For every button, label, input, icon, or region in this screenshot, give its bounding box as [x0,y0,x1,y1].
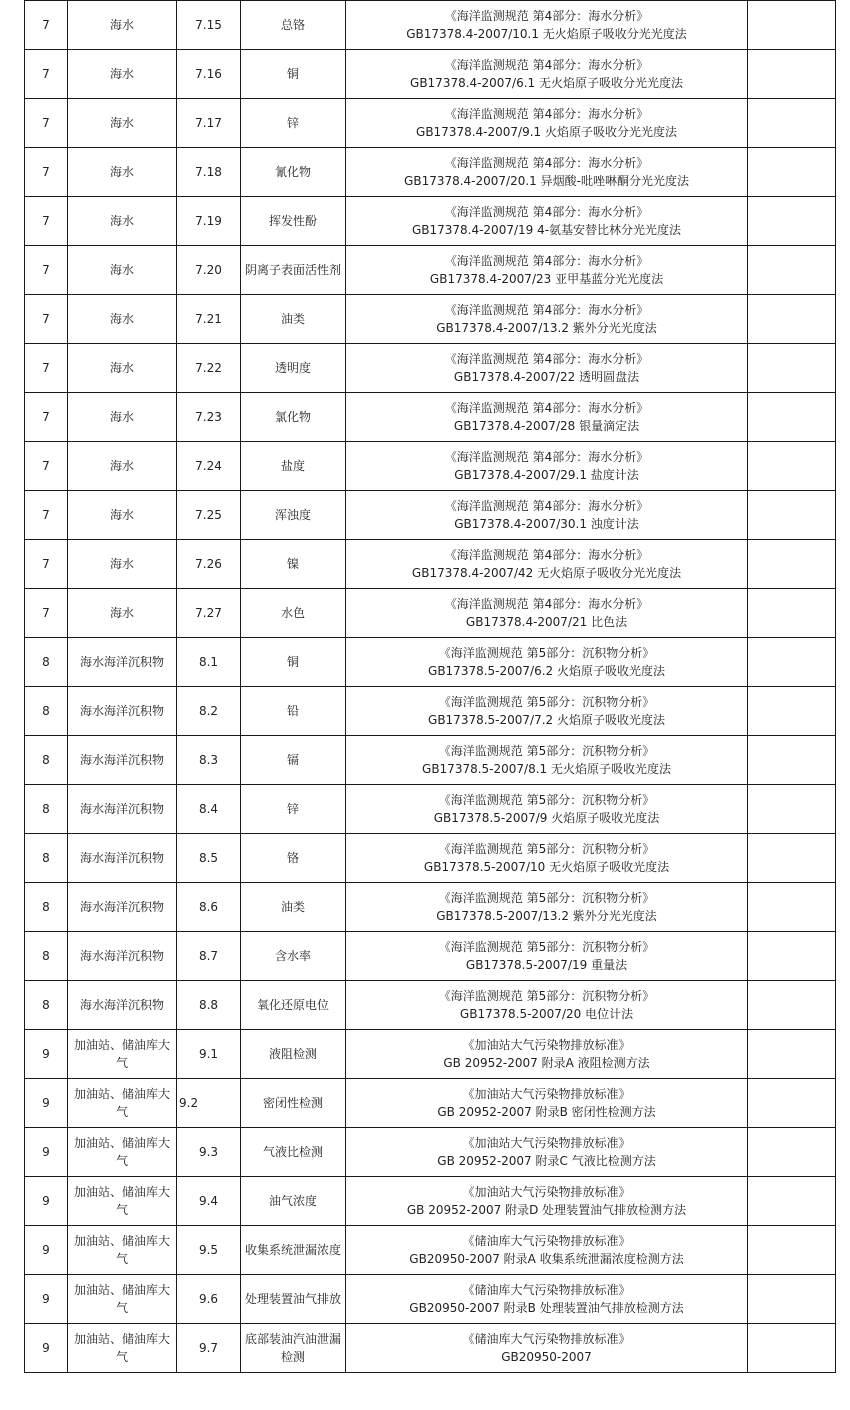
standard-title: 《加油站大气污染物排放标准》 [462,1136,631,1150]
note-cell [748,589,836,638]
note-cell [748,50,836,99]
sample-type-cell: 海水海洋沉积物 [68,785,177,834]
method-standard-cell [346,246,748,295]
standard-clause: GB17378.4-2007/19 4-氨基安替比林分光光度法 [411,223,682,237]
standard-title: 《储油库大气污染物排放标准》 [462,1332,631,1346]
table-row [25,981,836,1030]
category-number-cell: 7 [25,148,68,197]
test-item-cell: 铅 [241,687,346,736]
method-standard-cell [346,344,748,393]
category-number-cell: 8 [25,981,68,1030]
method-standard-cell [346,1,748,50]
standard-clause: GB17378.4-2007/10.1 无火焰原子吸收分光光度法 [406,27,687,41]
note-cell [748,1128,836,1177]
note-cell [748,687,836,736]
table-row [25,393,836,442]
table-row [25,1324,836,1373]
note-cell [748,491,836,540]
method-standard-cell [346,540,748,589]
standard-clause: GB17378.4-2007/21 比色法 [465,615,628,629]
method-standard-cell [346,1128,748,1177]
standard-clause: GB17378.5-2007/7.2 火焰原子吸收光度法 [428,713,665,727]
table-row [25,1226,836,1275]
test-item-cell: 底部装油汽油泄漏检测 [241,1324,346,1373]
test-item-cell: 油类 [241,295,346,344]
test-item-cell: 阴离子表面活性剂 [241,246,346,295]
method-standard-cell [346,50,748,99]
category-number-cell: 8 [25,736,68,785]
note-cell [748,246,836,295]
standard-title: 《海洋监测规范 第5部分：沉积物分析》 [438,793,655,807]
method-standard-cell [346,981,748,1030]
sample-type-cell: 海水 [68,1,177,50]
category-number-cell: 8 [25,834,68,883]
standard-title: 《海洋监测规范 第4部分：海水分析》 [444,401,649,415]
item-code-cell: 8.7 [177,932,241,981]
note-cell [748,99,836,148]
table-row [25,344,836,393]
sample-type-cell: 海水海洋沉积物 [68,981,177,1030]
item-code-cell: 9.5 [177,1226,241,1275]
test-item-cell: 透明度 [241,344,346,393]
category-number-cell: 7 [25,491,68,540]
category-number-cell: 9 [25,1177,68,1226]
item-code-cell: 9.1 [177,1030,241,1079]
standard-title: 《海洋监测规范 第4部分：海水分析》 [444,303,649,317]
standard-title: 《加油站大气污染物排放标准》 [462,1087,631,1101]
sample-type-cell: 加油站、储油库大气 [68,1226,177,1275]
sample-type-cell: 海水 [68,491,177,540]
table-row [25,442,836,491]
standard-title: 《海洋监测规范 第4部分：海水分析》 [444,9,649,23]
standard-clause: GB20950-2007 附录A 收集系统泄漏浓度检测方法 [409,1252,684,1266]
table-row [25,1,836,50]
item-code-cell: 9.6 [177,1275,241,1324]
table-row [25,1079,836,1128]
table-row [25,540,836,589]
standard-clause: GB17378.4-2007/20.1 异烟酸-吡唑啉酮分光光度法 [404,174,689,188]
standard-clause: GB17378.4-2007/28 银量滴定法 [453,419,640,433]
standard-clause: GB 20952-2007 附录C 气液比检测方法 [437,1154,656,1168]
standard-clause: GB17378.5-2007/9 火焰原子吸收光度法 [433,811,660,825]
item-code-cell: 7.19 [177,197,241,246]
note-cell [748,1,836,50]
method-standard-cell [346,197,748,246]
standard-title: 《海洋监测规范 第4部分：海水分析》 [444,58,649,72]
standard-title: 《海洋监测规范 第4部分：海水分析》 [444,205,649,219]
item-code-cell: 8.6 [177,883,241,932]
note-cell [748,295,836,344]
standard-clause: GB17378.4-2007/22 透明圆盘法 [453,370,640,384]
sample-type-cell: 海水海洋沉积物 [68,834,177,883]
item-code-cell: 7.26 [177,540,241,589]
note-cell [748,1030,836,1079]
note-cell [748,1079,836,1128]
table-row [25,491,836,540]
standard-clause: GB17378.5-2007/8.1 无火焰原子吸收光度法 [422,762,671,776]
item-code-cell: 7.16 [177,50,241,99]
item-code-cell: 8.4 [177,785,241,834]
test-item-cell: 锌 [241,785,346,834]
sample-type-cell: 海水 [68,540,177,589]
standard-title: 《加油站大气污染物排放标准》 [462,1038,631,1052]
item-code-cell: 7.20 [177,246,241,295]
standard-clause: GB20950-2007 附录B 处理装置油气排放检测方法 [409,1301,684,1315]
sample-type-cell: 海水海洋沉积物 [68,638,177,687]
category-number-cell: 8 [25,638,68,687]
item-code-cell: 7.21 [177,295,241,344]
test-item-cell: 氯化物 [241,393,346,442]
method-standard-cell [346,687,748,736]
table-row [25,148,836,197]
sample-type-cell: 海水 [68,50,177,99]
sample-type-cell: 加油站、储油库大气 [68,1030,177,1079]
note-cell [748,1226,836,1275]
table-row [25,1030,836,1079]
sample-type-cell: 海水 [68,197,177,246]
method-standard-cell [346,1079,748,1128]
category-number-cell: 9 [25,1275,68,1324]
standard-title: 《海洋监测规范 第5部分：沉积物分析》 [438,695,655,709]
note-cell [748,1177,836,1226]
sample-type-cell: 海水 [68,246,177,295]
sample-type-cell: 海水海洋沉积物 [68,932,177,981]
standard-clause: GB 20952-2007 附录A 液阻检测方法 [443,1056,650,1070]
table-row [25,1275,836,1324]
standard-clause: GB17378.4-2007/23 亚甲基蓝分光光度法 [429,272,664,286]
table-row [25,785,836,834]
standard-title: 《海洋监测规范 第4部分：海水分析》 [444,156,649,170]
method-standard-cell [346,883,748,932]
test-item-cell: 水色 [241,589,346,638]
test-item-cell: 挥发性酚 [241,197,346,246]
item-code-cell: 8.3 [177,736,241,785]
item-code-cell: 7.15 [177,1,241,50]
test-item-cell: 铬 [241,834,346,883]
category-number-cell: 7 [25,197,68,246]
method-standard-cell [346,1030,748,1079]
category-number-cell: 7 [25,589,68,638]
note-cell [748,883,836,932]
standard-title: 《海洋监测规范 第5部分：沉积物分析》 [438,891,655,905]
standard-clause: GB17378.4-2007/42 无火焰原子吸收分光光度法 [411,566,682,580]
test-item-cell: 密闭性检测 [241,1079,346,1128]
sample-type-cell: 海水 [68,589,177,638]
method-standard-cell [346,393,748,442]
sample-type-cell: 海水 [68,393,177,442]
sample-type-cell: 海水海洋沉积物 [68,687,177,736]
sample-type-cell: 海水 [68,148,177,197]
item-code-cell: 7.23 [177,393,241,442]
item-code-cell: 8.1 [177,638,241,687]
table-row [25,1128,836,1177]
category-number-cell: 7 [25,540,68,589]
method-standard-cell [346,834,748,883]
item-code-cell: 9.3 [177,1128,241,1177]
table-row [25,883,836,932]
test-item-cell: 铜 [241,638,346,687]
item-code-cell: 9.7 [177,1324,241,1373]
note-cell [748,785,836,834]
test-item-cell: 铜 [241,50,346,99]
test-item-cell: 含水率 [241,932,346,981]
test-item-cell: 镍 [241,540,346,589]
category-number-cell: 9 [25,1324,68,1373]
standard-clause: GB17378.4-2007/30.1 浊度计法 [454,517,639,531]
method-standard-cell [346,785,748,834]
standard-title: 《海洋监测规范 第4部分：海水分析》 [444,450,649,464]
method-standard-cell [346,295,748,344]
sample-type-cell: 海水 [68,442,177,491]
category-number-cell: 7 [25,442,68,491]
test-item-cell: 气液比检测 [241,1128,346,1177]
table-row [25,589,836,638]
category-number-cell: 9 [25,1079,68,1128]
category-number-cell: 8 [25,883,68,932]
standard-title: 《海洋监测规范 第4部分：海水分析》 [444,254,649,268]
standard-title: 《海洋监测规范 第5部分：沉积物分析》 [438,842,655,856]
item-code-cell: 8.8 [177,981,241,1030]
method-standard-cell [346,491,748,540]
method-standard-cell [346,442,748,491]
item-code-cell: 7.17 [177,99,241,148]
note-cell [748,344,836,393]
test-item-cell: 收集系统泄漏浓度 [241,1226,346,1275]
standard-title: 《海洋监测规范 第5部分：沉积物分析》 [438,646,655,660]
standard-title: 《海洋监测规范 第4部分：海水分析》 [444,548,649,562]
standard-clause: GB17378.5-2007/20 电位计法 [459,1007,634,1021]
standard-title: 《海洋监测规范 第5部分：沉积物分析》 [438,744,655,758]
standard-title: 《海洋监测规范 第4部分：海水分析》 [444,499,649,513]
note-cell [748,393,836,442]
standard-title: 《海洋监测规范 第4部分：海水分析》 [444,597,649,611]
note-cell [748,736,836,785]
table-row [25,834,836,883]
item-code-cell: 8.2 [177,687,241,736]
method-standard-cell [346,148,748,197]
category-number-cell: 7 [25,50,68,99]
note-cell [748,834,836,883]
category-number-cell: 7 [25,344,68,393]
sample-type-cell: 加油站、储油库大气 [68,1324,177,1373]
table-row [25,932,836,981]
method-standard-cell [346,736,748,785]
sample-type-cell: 海水 [68,295,177,344]
standard-clause: GB17378.5-2007/13.2 紫外分光光度法 [436,909,657,923]
method-standard-cell [346,1324,748,1373]
test-item-cell: 油类 [241,883,346,932]
sample-type-cell: 加油站、储油库大气 [68,1275,177,1324]
table-row [25,99,836,148]
standard-clause: GB17378.5-2007/19 重量法 [465,958,628,972]
category-number-cell: 7 [25,99,68,148]
method-standard-cell [346,99,748,148]
method-standard-cell [346,932,748,981]
table-row [25,197,836,246]
test-item-cell: 锌 [241,99,346,148]
category-number-cell: 7 [25,393,68,442]
note-cell [748,932,836,981]
item-code-cell: 7.24 [177,442,241,491]
item-code-cell: 9.4 [177,1177,241,1226]
test-item-cell: 氰化物 [241,148,346,197]
test-item-cell: 氧化还原电位 [241,981,346,1030]
note-cell [748,540,836,589]
test-item-cell: 镉 [241,736,346,785]
category-number-cell: 8 [25,932,68,981]
standard-title: 《海洋监测规范 第5部分：沉积物分析》 [438,989,655,1003]
standard-title: 《海洋监测规范 第4部分：海水分析》 [444,107,649,121]
test-item-cell: 处理装置油气排放 [241,1275,346,1324]
test-item-cell: 总铬 [241,1,346,50]
standard-clause: GB17378.4-2007/29.1 盐度计法 [454,468,639,482]
note-cell [748,442,836,491]
test-item-cell: 液阻检测 [241,1030,346,1079]
note-cell [748,148,836,197]
standard-title: 《加油站大气污染物排放标准》 [462,1185,631,1199]
standard-clause: GB17378.4-2007/6.1 无火焰原子吸收分光光度法 [410,76,683,90]
methods-table-body [25,1,836,1373]
category-number-cell: 7 [25,246,68,295]
standard-title: 《储油库大气污染物排放标准》 [462,1283,631,1297]
standard-title: 《海洋监测规范 第4部分：海水分析》 [444,352,649,366]
standard-clause: GB 20952-2007 附录D 处理装置油气排放检测方法 [406,1203,687,1217]
item-code-cell: 8.5 [177,834,241,883]
sample-type-cell: 加油站、储油库大气 [68,1177,177,1226]
method-standard-cell [346,589,748,638]
test-item-cell: 浑浊度 [241,491,346,540]
method-standard-cell [346,1177,748,1226]
standard-title: 《海洋监测规范 第5部分：沉积物分析》 [438,940,655,954]
method-standard-cell [346,1226,748,1275]
standard-clause: GB17378.5-2007/6.2 火焰原子吸收光度法 [428,664,665,678]
sample-type-cell: 海水海洋沉积物 [68,736,177,785]
table-row [25,1177,836,1226]
table-row [25,50,836,99]
table-row [25,246,836,295]
sample-type-cell: 海水海洋沉积物 [68,883,177,932]
sample-type-cell: 海水 [68,344,177,393]
sample-type-cell: 加油站、储油库大气 [68,1079,177,1128]
standard-clause: GB20950-2007 [501,1350,592,1364]
standard-clause: GB17378.4-2007/9.1 火焰原子吸收分光光度法 [416,125,677,139]
table-row [25,638,836,687]
note-cell [748,1324,836,1373]
method-standard-cell [346,638,748,687]
category-number-cell: 8 [25,785,68,834]
table-row [25,295,836,344]
table-row [25,687,836,736]
test-item-cell: 盐度 [241,442,346,491]
category-number-cell: 9 [25,1030,68,1079]
methods-table [24,0,836,1373]
note-cell [748,197,836,246]
category-number-cell: 7 [25,1,68,50]
item-code-cell: 9.2 [177,1079,241,1128]
note-cell [748,638,836,687]
category-number-cell: 8 [25,687,68,736]
item-code-cell: 7.22 [177,344,241,393]
standard-clause: GB 20952-2007 附录B 密闭性检测方法 [437,1105,656,1119]
note-cell [748,981,836,1030]
category-number-cell: 7 [25,295,68,344]
item-code-cell: 7.25 [177,491,241,540]
sample-type-cell: 海水 [68,99,177,148]
standard-clause: GB17378.5-2007/10 无火焰原子吸收光度法 [423,860,670,874]
category-number-cell: 9 [25,1128,68,1177]
standard-clause: GB17378.4-2007/13.2 紫外分光光度法 [436,321,657,335]
sample-type-cell: 加油站、储油库大气 [68,1128,177,1177]
method-standard-cell [346,1275,748,1324]
note-cell [748,1275,836,1324]
standard-title: 《储油库大气污染物排放标准》 [462,1234,631,1248]
table-row [25,736,836,785]
item-code-cell: 7.18 [177,148,241,197]
category-number-cell: 9 [25,1226,68,1275]
test-item-cell: 油气浓度 [241,1177,346,1226]
item-code-cell: 7.27 [177,589,241,638]
